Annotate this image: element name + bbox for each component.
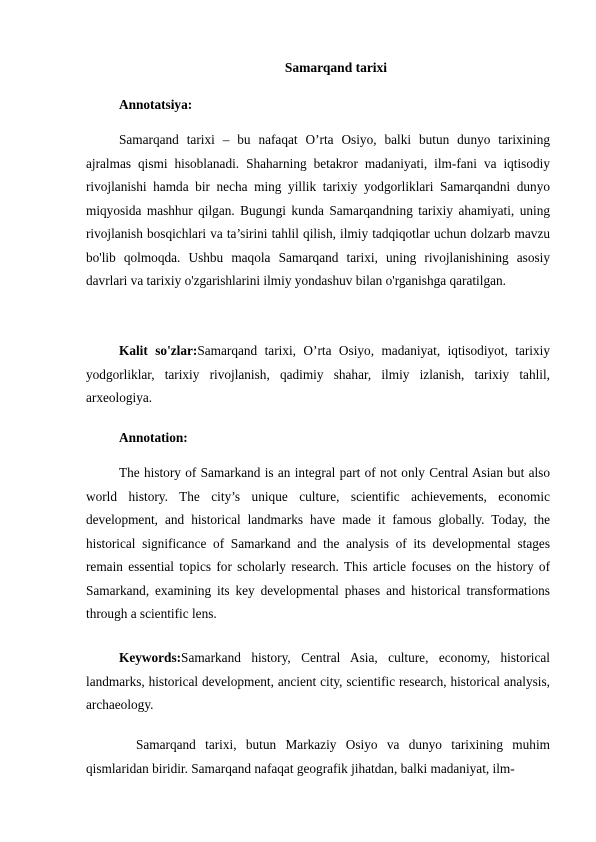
annotation-en-text: The history of Samarkand is an integral part of not only Central Asian but also world history. The city’s unique culture, scientific achievements, economic development, and historical landmarks have made it famous globally. Today, the historical significance of Samarkand and the analysis of its developmental stages remain essential topics for scholarly research. This article focuses on the history of Samarkand, examining its key developmental phases and historical transformations through a scientific lens. [86,465,550,621]
keywords-en-label: Keywords: [119,650,182,665]
body-paragraph: Samarqand tarixi, butun Markaziy Osiyo va dunyo tarixining muhim qismlaridan biridir. Samarqand nafaqat geografik jihatdan, balki madaniyat, ilm- [86,737,550,776]
keywords-uz-paragraph [86,339,550,410]
keywords-uz-label: Kalit so'zlar: [119,343,198,358]
keywords-en-paragraph [86,646,550,717]
document-title: Samarqand tarixi [284,60,388,75]
annotation-en-heading: Annotation: [119,430,188,445]
keywords-uz-text: Samarqand tarixi, O’rta Osiyo, madaniyat, iqtisodiyot, tarixiy yodgorliklar, tarixiy rivojlanish, qadimiy shahar, ilmiy izlanish, tarixiy tahlil, arxeologiya. [86,343,550,405]
keywords-en-text: Samarkand history, Central Asia, culture, economy, historical landmarks, historical development, ancient city, scientific research, historical analysis, archaeology. [86,650,550,712]
annotation-uz-text: Samarqand tarixi – bu nafaqat O’rta Osiyo, balki butun dunyo tarixining ajralmas qismi hisoblanadi. Shaharning betakror madaniyati, ilm-fani va iqtisodiy rivojlanishi hamda bir necha ming yillik tarixiy yodgorliklari Samarqandni dunyo miqyosida mashhur qilgan. Bugungi kunda Samarqandning tarixiy ahamiyati, uning rivojlanish bosqichlari va ta’sirini tahlil qilish, ilmiy tadqiqotlar uchun dolzarb mavzu bo'lib qolmoqda. Ushbu maqola Samarqand tarixi, uning rivojlanishining asosiy davrlari va tarixiy o'zgarishlarini ilmiy yondashuv bilan o'rganishga qaratilgan. [86,132,550,288]
annotation-uz-heading: Annotatsiya: [119,97,193,112]
